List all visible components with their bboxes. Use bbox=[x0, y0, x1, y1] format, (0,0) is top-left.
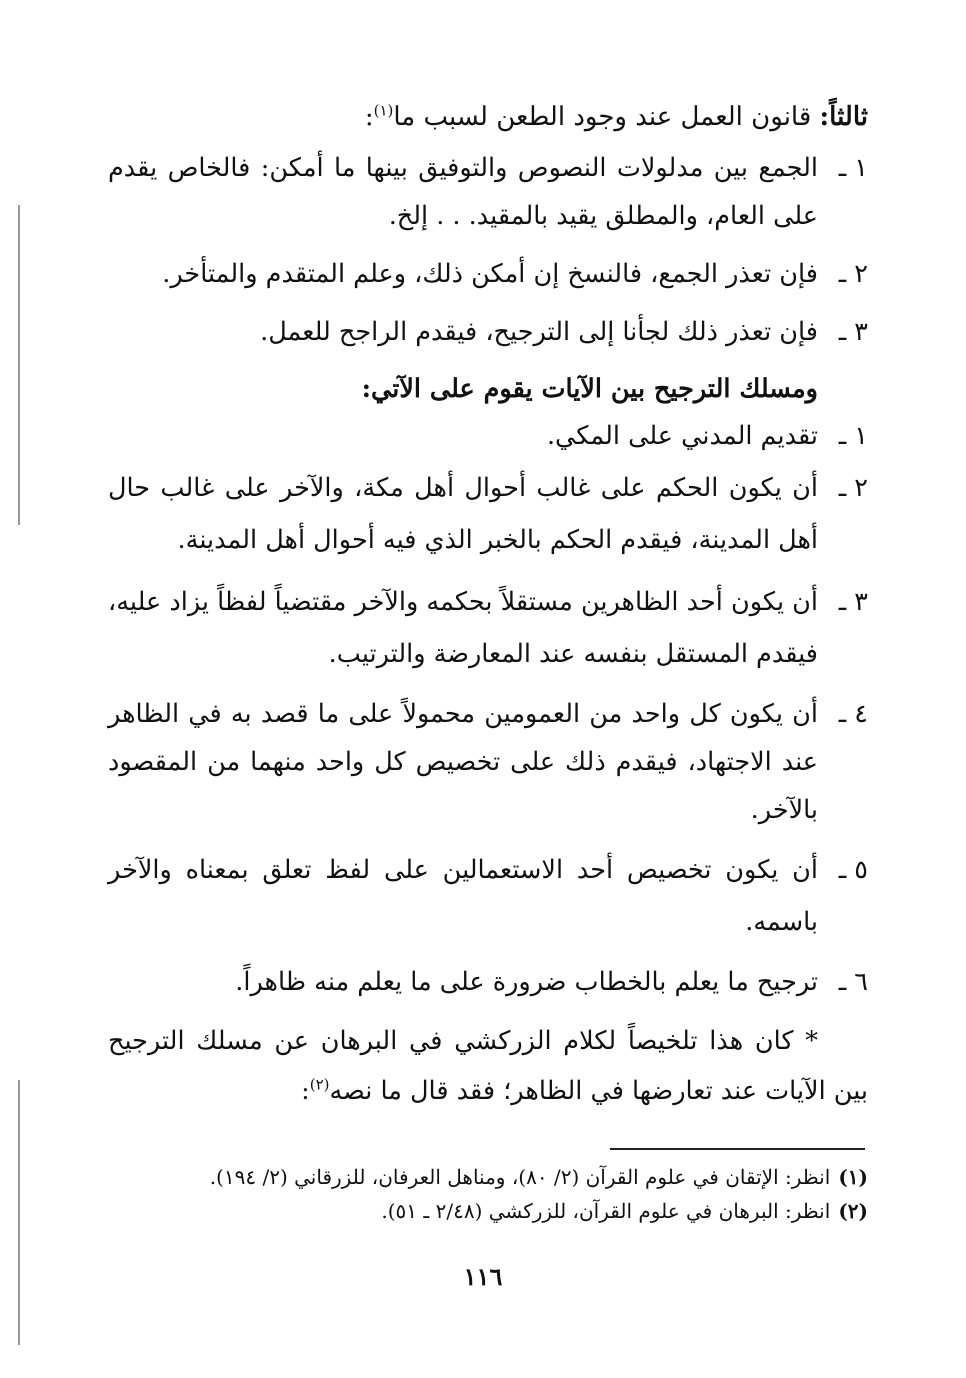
list-item-number: ٤ ـ bbox=[838, 699, 868, 729]
list-item-text: أن يكون أحد الظاهرين مستقلاً بحكمه والآخر مقتضياً لفظاً يزاد عليه، فيقدم المستقل بنفسه عند المعارضة والترتيب. bbox=[108, 587, 818, 669]
footnote-item bbox=[108, 1194, 868, 1228]
list-item-number: ٢ ـ bbox=[838, 259, 868, 289]
footnotes bbox=[108, 1160, 868, 1228]
rules-list bbox=[108, 144, 868, 356]
scan-margin-line-bottom bbox=[18, 1080, 20, 1345]
list-item-text: أن يكون الحكم على غالب أحوال أهل مكة، والآخر على غالب حال أهل المدينة، فيقدم الحكم بالخبر الذي فيه أحوال أهل المدينة. bbox=[108, 473, 818, 555]
list-item bbox=[108, 690, 868, 834]
footnote-text: انظر: الإتقان في علوم القرآن (٢/ ٨٠)، ومناهل العرفان، للزرقاني (٢/ ١٩٤). bbox=[209, 1165, 831, 1189]
list-item-number: ٢ ـ bbox=[838, 473, 868, 503]
section-heading-bold: ثالثاً: bbox=[819, 102, 868, 132]
closing-colon: : bbox=[301, 1076, 310, 1106]
list-item-text: الجمع بين مدلولات النصوص والتوفيق بينها ما أمكن: فالخاص يقدم على العام، والمطلق يقيد بالمقيد. . . إلخ. bbox=[108, 153, 818, 231]
footnote-ref-1[interactable]: (١) bbox=[373, 101, 394, 120]
section-heading-text: قانون العمل عند وجود الطعن لسبب ما bbox=[393, 102, 820, 132]
section-heading bbox=[108, 92, 868, 142]
list-item-number: ١ ـ bbox=[838, 421, 868, 451]
page-body bbox=[108, 92, 868, 1116]
list-item-text: تقديم المدني على المكي. bbox=[546, 421, 818, 451]
list-item bbox=[108, 576, 868, 680]
list-item bbox=[108, 144, 868, 240]
list-item bbox=[108, 412, 868, 460]
list-item bbox=[108, 250, 868, 298]
list-item bbox=[108, 308, 868, 356]
list-item-number: ٥ ـ bbox=[838, 855, 868, 885]
footnote-number: (١) bbox=[838, 1165, 868, 1189]
list-item-number: ٣ ـ bbox=[838, 317, 868, 347]
section-heading-colon: : bbox=[364, 102, 374, 132]
list-item-text: فإن تعذر الجمع، فالنسخ إن أمكن ذلك، وعلم المتقدم والمتأخر. bbox=[162, 259, 818, 289]
footnote-item bbox=[108, 1160, 868, 1194]
page-number: ١١٦ bbox=[463, 1262, 503, 1291]
list-item-text: أن يكون تخصيص أحد الاستعمالين على لفظ تعلق بمعناه والآخر باسمه. bbox=[108, 855, 818, 937]
closing-text: * كان هذا تلخيصاً لكلام الزركشي في البرهان عن مسلك الترجيح بين الآيات عند تعارضها في الظاهر؛ فقد قال ما نصه bbox=[108, 1026, 868, 1106]
list-item bbox=[108, 958, 868, 1006]
list-item bbox=[108, 844, 868, 948]
scan-margin-line-top bbox=[18, 205, 20, 525]
list-item bbox=[108, 462, 868, 566]
footnote-ref-2[interactable]: (٢) bbox=[309, 1075, 330, 1094]
list-item-number: ٦ ـ bbox=[838, 967, 868, 997]
preference-list bbox=[108, 412, 868, 1006]
list-item-text: ترجيح ما يعلم بالخطاب ضرورة على ما يعلم منه ظاهراً. bbox=[235, 967, 818, 997]
list-item-number: ٣ ـ bbox=[838, 587, 868, 617]
subheading: ومسلك الترجيح بين الآيات يقوم على الآتي: bbox=[361, 374, 818, 404]
list-item-text: أن يكون كل واحد من العمومين محمولاً على ما قصد به في الظاهر عند الاجتهاد، فيقدم ذلك على تخصيص كل واحد منهما من المقصود بالآخر. bbox=[108, 699, 818, 825]
closing-paragraph bbox=[108, 1016, 868, 1116]
footnote-divider bbox=[610, 1148, 865, 1150]
list-item-text: فإن تعذر ذلك لجأنا إلى الترجيح، فيقدم الراجح للعمل. bbox=[260, 317, 818, 347]
footnote-text: انظر: البرهان في علوم القرآن، للزركشي (٢/٤٨ ـ ٥١). bbox=[381, 1199, 831, 1223]
footnote-number: (٢) bbox=[838, 1199, 868, 1223]
list-item-number: ١ ـ bbox=[838, 153, 868, 183]
